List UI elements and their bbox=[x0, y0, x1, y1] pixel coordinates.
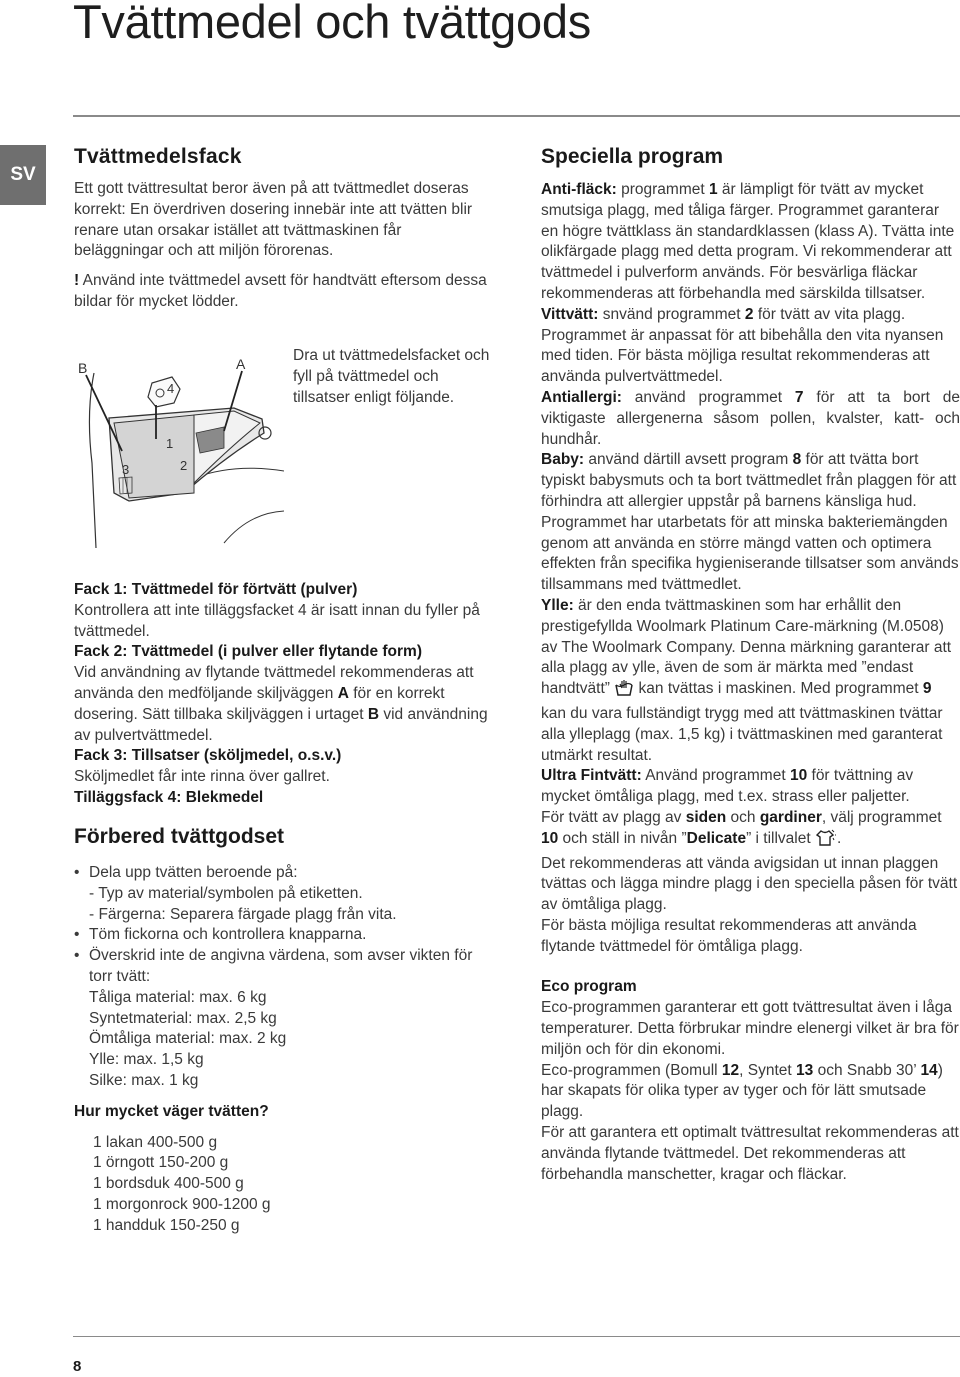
program-text: använd därtill avsett program bbox=[584, 451, 793, 469]
paragraph-text: , Syntet bbox=[739, 1061, 797, 1079]
label-a: A bbox=[236, 356, 246, 372]
program-number: 2 bbox=[744, 305, 754, 323]
list-item: • Överskrid inte de angivna värdena, som avser vikten för torr tvätt: bbox=[74, 946, 494, 988]
program-ultra-delicate bbox=[541, 766, 960, 808]
program-number: 10 bbox=[541, 829, 559, 847]
program-number: 10 bbox=[789, 767, 808, 785]
program-anti-allergy bbox=[541, 388, 960, 450]
program-number: 9 bbox=[922, 680, 932, 698]
eco-heading: Eco program bbox=[541, 978, 637, 996]
compartments-section bbox=[74, 580, 494, 809]
paragraph-text: . bbox=[836, 829, 842, 847]
program-text: programmet bbox=[616, 181, 709, 198]
list-item: • Töm fickorna och kontrollera knapparna. bbox=[74, 925, 494, 946]
program-baby bbox=[541, 450, 960, 596]
title-divider bbox=[73, 115, 960, 117]
compartment-2-text bbox=[74, 663, 494, 746]
right-column bbox=[541, 145, 960, 1185]
prepare-laundry-heading: Förbered tvättgodset bbox=[74, 825, 285, 848]
liquid-detergent-paragraph: För bästa möjliga resultat rekommenderas att använda flytande tvättmedel för ömtåliga plagg. bbox=[541, 916, 917, 955]
program-number: 1 bbox=[708, 181, 718, 198]
label-compartment-3: 3 bbox=[122, 462, 130, 477]
list-item: Silke: max. 1 kg bbox=[89, 1071, 199, 1089]
figure-caption: Dra ut tvättmedelsfacket och fyll på tvättmedel och tillsatser enligt följande. bbox=[293, 347, 490, 406]
drawer-drawing bbox=[74, 353, 284, 553]
weights-list bbox=[74, 1133, 494, 1237]
list-item: 1 morgonrock 900-1200 g bbox=[93, 1195, 271, 1213]
list-item: Ömtåliga material: max. 2 kg bbox=[89, 1030, 287, 1048]
eco-paragraph-3: För att garantera ett optimalt tvättresultat rekommenderas att använda flytande tvättmedel. Det rekommenderas att förbehandla manschetter, kragar och fläckar. bbox=[541, 1124, 959, 1183]
program-number: 13 bbox=[796, 1061, 814, 1079]
warning-text: Använd inte tvättmedel avsett för handtvätt eftersom dessa bildar för mycket lödder. bbox=[74, 272, 487, 310]
compartment-1-title: Fack 1: Tvättmedel för förtvätt (pulver) bbox=[74, 581, 358, 598]
silk-curtains-paragraph bbox=[541, 808, 960, 854]
warning-icon: ! bbox=[74, 272, 80, 290]
prepare-list bbox=[74, 863, 494, 1092]
left-column bbox=[74, 145, 494, 313]
compartment-2-text-b: för en korrekt dosering. Sätt tillbaka skiljväggen i urtaget bbox=[74, 684, 445, 723]
emphasis-silk: siden bbox=[685, 808, 727, 826]
language-tab: SV bbox=[0, 145, 46, 205]
list-item: • Dela upp tvätten beroende på: bbox=[74, 863, 494, 884]
compartment-4-title: Tilläggsfack 4: Blekmedel bbox=[74, 788, 264, 806]
compartment-2-text-a: Vid användning av flytande tvättmedel rekommenderas att använda den medföljande skiljväggen bbox=[74, 664, 474, 702]
list-item: 1 bordsduk 400-500 g bbox=[93, 1175, 244, 1193]
garment-option-icon bbox=[815, 829, 837, 854]
program-number: 12 bbox=[721, 1061, 740, 1079]
prepare-laundry-section bbox=[74, 825, 494, 1237]
program-number: 8 bbox=[792, 451, 802, 469]
page-number: 8 bbox=[73, 1358, 82, 1375]
hand-wash-icon bbox=[614, 679, 634, 704]
list-item: - Färgerna: Separera färgade plagg från vita. bbox=[89, 905, 397, 923]
paragraph-text: ) har skapats för olika typer av tyger och för lätt smutsade plagg. bbox=[541, 1061, 943, 1121]
program-text: för tvättning av mycket ömtåliga plagg, med t.ex. strass eller paljetter. bbox=[541, 767, 914, 806]
program-text: Använd programmet bbox=[641, 767, 790, 785]
slot-b-ref: B bbox=[367, 705, 380, 723]
program-text: är den enda tvättmaskinen som har erhållit den prestigefyllda Woolmark Platinum Care-märkning (M.0508) av The Woolmark Company. Denna märkning garanterar att alla plagg av ylle, även de som är märkta med ”endast handtvätt” bbox=[541, 596, 952, 698]
weights-title: Hur mycket väger tvätten? bbox=[74, 1102, 269, 1120]
paragraph-text: ” i tillvalet bbox=[746, 829, 815, 847]
drawer-illustration bbox=[74, 353, 284, 553]
eco-paragraph-2 bbox=[541, 1061, 960, 1123]
program-text: för att tvätta bort typiskt babysmuts och ta bort tvättmedlet från plaggen för att förhindra att allergier uppstår på barnens känsliga hud. Programmet har utarbetats för att minska bakteriemängden genom att använda en större mängd vatten och optimera effekten från specifika hygieniserande tillsatser som används tillsammans med tvättmedlet. bbox=[541, 451, 959, 594]
emphasis-curtains: gardiner bbox=[759, 808, 822, 826]
list-item: Syntetmaterial: max. 2,5 kg bbox=[89, 1009, 277, 1027]
compartment-1-text: Kontrollera att inte tilläggsfacket 4 är isatt innan du fyller på tvättmedel. bbox=[74, 601, 480, 640]
list-item: - Typ av material/symbolen på etiketten. bbox=[89, 884, 363, 902]
eco-paragraph-1: Eco-programmen garanterar ett gott tvättresultat även i låga temperaturer. Detta förbrukar mindre elenergi vilket är bra för miljön och för din ekonomi. bbox=[541, 999, 959, 1058]
eco-section bbox=[541, 977, 960, 1185]
program-label: Antiallergi: bbox=[541, 388, 622, 406]
program-anti-stain bbox=[541, 180, 960, 305]
program-text: för att ta bort de viktigaste allergenerna såsom pollen, kvalster, katt- och hundhår. bbox=[541, 388, 960, 448]
program-number: 14 bbox=[920, 1061, 938, 1079]
inside-out-paragraph: Det rekommenderas att vända avigsidan ut innan plaggen tvättas och lägga mindre plagg i den speciella påsen för tvätt av ömtåliga plagg. bbox=[541, 854, 958, 914]
program-text: är lämpligt för tvätt av mycket smutsiga plagg, med tåliga färger. Programmet garanterar en högre tvättklass än standardklassen (klass A). Tvätta inte olikfärgade plagg med detta program. Vi rekommenderar att tvättmedel i pulverform används. För besvärliga fläckar rekommenderas att förbehandla med särskilda tillsatser. bbox=[541, 181, 955, 302]
list-item: 1 handduk 150-250 g bbox=[93, 1216, 240, 1234]
paragraph-text: och ställ in nivån ” bbox=[558, 829, 687, 847]
page-title: Tvättmedel och tvättgods bbox=[73, 0, 591, 48]
label-compartment-4: 4 bbox=[167, 381, 175, 396]
special-programs-heading: Speciella program bbox=[541, 145, 724, 168]
program-label: Vittvätt: bbox=[541, 305, 599, 323]
program-number: 7 bbox=[794, 388, 804, 406]
compartment-3-text: Sköljmedlet får inte rinna över gallret. bbox=[74, 768, 330, 786]
program-text: snvänd programmet bbox=[598, 305, 745, 323]
label-compartment-2: 2 bbox=[180, 458, 188, 473]
program-label: Ultra Fintvätt: bbox=[541, 767, 642, 785]
intro-paragraph: Ett gott tvättresultat beror även på att tvättmedlet doseras korrekt: En överdriven dosering innebär inte att tvätten blir renare utan orsakar istället att tvättmaskinen får beläggningar och att miljön förorenas. bbox=[74, 180, 473, 260]
warning-paragraph bbox=[74, 271, 494, 313]
program-label: Ylle: bbox=[541, 596, 574, 614]
paragraph-text: För tvätt av plagg av bbox=[541, 808, 686, 826]
label-compartment-1: 1 bbox=[166, 436, 174, 451]
program-wool bbox=[541, 596, 960, 766]
program-white-wash bbox=[541, 305, 960, 388]
compartment-3-title: Fack 3: Tillsatser (sköljmedel, o.s.v.) bbox=[74, 747, 342, 765]
list-item: Ylle: max. 1,5 kg bbox=[89, 1051, 204, 1069]
program-text: för tvätt av vita plagg. Programmet är anpassat för att bibehålla den vita nyansen med tiden. För bästa möjliga resultat rekommenderas att använda pulvertvättmedel. bbox=[541, 305, 944, 386]
program-text: kan du vara fullständigt trygg med att tvättmaskinen tvättar alla ylleplagg (max. 1,5 kg) i tvättmaskinen med garanterat utmärkt resultat. bbox=[541, 704, 943, 764]
paragraph-text: och bbox=[726, 808, 760, 826]
program-label: Baby: bbox=[541, 451, 585, 469]
paragraph-text: och Snabb 30’ bbox=[813, 1061, 921, 1079]
program-text: kan tvättas i maskinen. Med programmet bbox=[634, 680, 923, 698]
detergent-drawer-heading: Tvättmedelsfack bbox=[74, 145, 242, 168]
compartment-2-title: Fack 2: Tvättmedel (i pulver eller flytande form) bbox=[74, 643, 422, 661]
paragraph-text: Eco-programmen (Bomull bbox=[541, 1061, 722, 1079]
paragraph-text: , välj programmet bbox=[821, 808, 942, 826]
list-item: Tåliga material: max. 6 kg bbox=[89, 988, 267, 1006]
footer-divider bbox=[73, 1336, 960, 1337]
program-label: Anti-fläck: bbox=[541, 181, 617, 198]
list-item: 1 örngott 150-200 g bbox=[93, 1154, 229, 1172]
divider-a-ref: A bbox=[337, 684, 349, 702]
program-text: använd programmet bbox=[621, 388, 795, 406]
label-b: B bbox=[78, 360, 88, 376]
list-item: 1 lakan 400-500 g bbox=[93, 1133, 218, 1151]
emphasis-delicate: Delicate bbox=[686, 829, 747, 847]
compartment-2-text-c: vid användning av pulvertvättmedel. bbox=[74, 705, 488, 744]
